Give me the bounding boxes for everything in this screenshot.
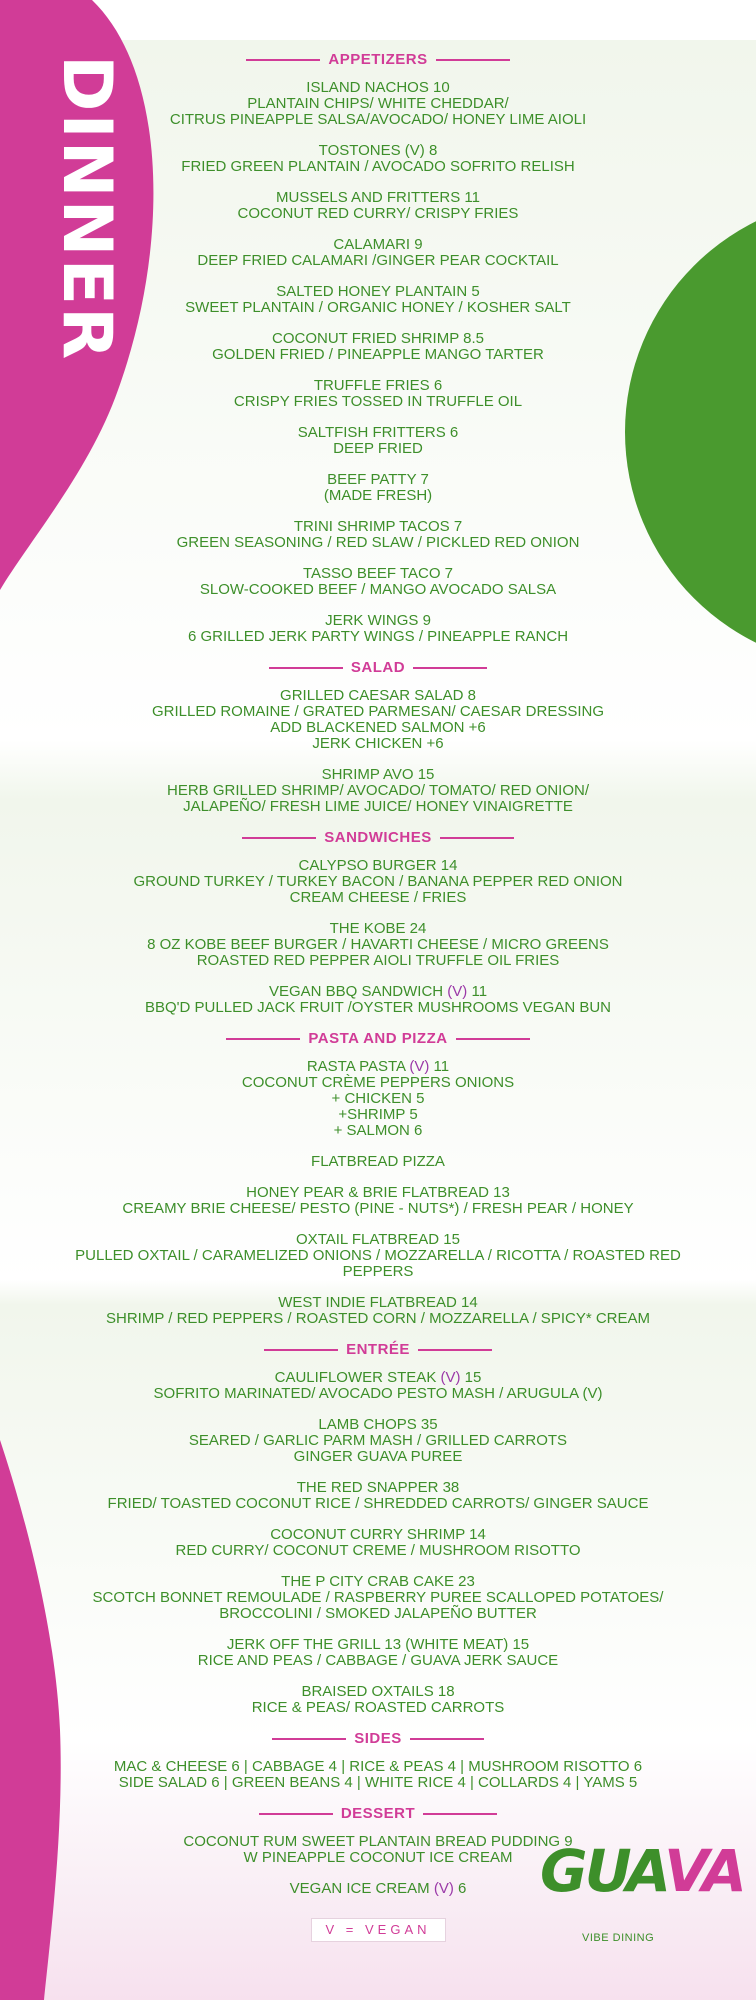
item-description: CREAMY BRIE CHEESE/ PESTO (PINE - NUTS*) / FRESH PEAR / HONEY (122, 1200, 634, 1217)
section-header (60, 1806, 696, 1822)
section-header (60, 1342, 696, 1358)
header-rule (440, 837, 514, 839)
menu-item (60, 1759, 696, 1791)
item-description: BBQ'D PULLED JACK FRUIT /OYSTER MUSHROOMS VEGAN BUN (145, 999, 611, 1016)
menu-item (60, 80, 696, 128)
item-name: OXTAIL FLATBREAD 15 (296, 1231, 460, 1248)
menu-item (60, 566, 696, 598)
item-description: FRIED GREEN PLANTAIN / AVOCADO SOFRITO RELISH (181, 158, 575, 175)
item-name: CALYPSO BURGER 14 (298, 857, 458, 874)
item-description: FRIED/ TOASTED COCONUT RICE / SHREDDED CARROTS/ GINGER SAUCE (107, 1495, 649, 1512)
item-name: SALTFISH FRITTERS 6 (297, 424, 459, 441)
header-rule (269, 667, 343, 669)
header-rule (410, 1738, 484, 1740)
logo-tagline: VIBE DINING (582, 1932, 655, 1944)
menu-section (60, 52, 696, 645)
item-description: SIDE SALAD 6 | GREEN BEANS 4 | WHITE RICE 4 | COLLARDS 4 | YAMS 5 (118, 1774, 638, 1791)
section-header (60, 1731, 696, 1747)
menu-item (60, 519, 696, 551)
item-name: COCONUT RUM SWEET PLANTAIN BREAD PUDDING 9 (183, 1833, 573, 1850)
item-description: RICE & PEAS/ ROASTED CARROTS (251, 1699, 505, 1716)
item-name: JERK OFF THE GRILL 13 (WHITE MEAT) 15 (226, 1636, 530, 1653)
menu-section (60, 1031, 696, 1327)
item-name: THE KOBE 24 (329, 920, 427, 937)
header-rule (436, 59, 510, 61)
item-name: RASTA PASTA (V) 11 (306, 1058, 450, 1075)
item-description: ROASTED RED PEPPER AIOLI TRUFFLE OIL FRIES (196, 952, 560, 969)
item-description: PEPPERS (342, 1263, 414, 1280)
item-name: MUSSELS AND FRITTERS 11 (276, 189, 480, 206)
menu-item (60, 1574, 696, 1622)
vegan-legend: V = VEGAN (311, 1918, 446, 1942)
item-name: JERK WINGS 9 (325, 612, 431, 629)
menu-item (60, 858, 696, 906)
menu-item (60, 1295, 696, 1327)
item-name: CALAMARI 9 (333, 236, 423, 253)
item-description: BROCCOLINI / SMOKED JALAPEÑO BUTTER (219, 1605, 537, 1622)
item-description: PULLED OXTAIL / CARAMELIZED ONIONS / MOZZARELLA / RICOTTA / ROASTED RED (75, 1247, 681, 1264)
menu-item (60, 378, 696, 410)
menu-item (60, 921, 696, 969)
header-rule (259, 1813, 333, 1815)
brand-logo (538, 1837, 744, 1944)
item-description: GROUND TURKEY / TURKEY BACON / BANANA PEPPER RED ONION (133, 873, 623, 890)
header-rule (242, 837, 316, 839)
menu-item (60, 984, 696, 1016)
header-rule (456, 1038, 530, 1040)
menu-item (60, 1527, 696, 1559)
item-description: SOFRITO MARINATED/ AVOCADO PESTO MASH / ARUGULA (V) (153, 1385, 603, 1402)
item-description: +SHRIMP 5 (338, 1106, 418, 1123)
item-name: COCONUT FRIED SHRIMP 8.5 (272, 330, 484, 347)
item-name: SALTED HONEY PLANTAIN 5 (276, 283, 480, 300)
item-description: HERB GRILLED SHRIMP/ AVOCADO/ TOMATO/ RED ONION/ (166, 782, 590, 799)
item-description: DEEP FRIED (333, 440, 423, 457)
item-name: FLATBREAD PIZZA (311, 1153, 445, 1170)
menu-item (60, 472, 696, 504)
header-rule (264, 1349, 338, 1351)
item-description: ADD BLACKENED SALMON +6 (270, 719, 486, 736)
item-description: 8 OZ KOBE BEEF BURGER / HAVARTI CHEESE / MICRO GREENS (147, 936, 609, 953)
menu-item (60, 425, 696, 457)
item-name: SHRIMP AVO 15 (321, 766, 435, 783)
item-description: DEEP FRIED CALAMARI /GINGER PEAR COCKTAIL (197, 252, 559, 269)
section-title: ENTRÉE (346, 1341, 410, 1358)
item-description: GINGER GUAVA PUREE (293, 1448, 463, 1465)
section-title: DESSERT (340, 1805, 416, 1822)
item-name: TRUFFLE FRIES 6 (313, 377, 443, 394)
item-name: HONEY PEAR & BRIE FLATBREAD 13 (246, 1184, 510, 1201)
menu-item (60, 1637, 696, 1669)
item-description: GRILLED ROMAINE / GRATED PARMESAN/ CAESAR DRESSING (151, 703, 605, 720)
item-description: COCONUT CRÈME PEPPERS ONIONS (241, 1074, 515, 1091)
item-name: TRINI SHRIMP TACOS 7 (293, 518, 463, 535)
menu-item (60, 1232, 696, 1280)
header-rule (246, 59, 320, 61)
page-title: DINNER (47, 55, 126, 362)
item-name: BRAISED OXTAILS 18 (301, 1683, 455, 1700)
item-name: LAMB CHOPS 35 (318, 1416, 438, 1433)
menu-item (60, 1154, 696, 1170)
item-description: + SALMON 6 (333, 1122, 423, 1139)
item-description: CRISPY FRIES TOSSED IN TRUFFLE OIL (233, 393, 523, 410)
menu-content (60, 52, 696, 1942)
section-title: SANDWICHES (324, 829, 432, 846)
menu-item (60, 1417, 696, 1465)
logo-wordmark: GUAVA (540, 1837, 744, 1905)
section-header (60, 830, 696, 846)
section-title: SIDES (354, 1730, 402, 1747)
header-rule (226, 1038, 300, 1040)
section-header (60, 52, 696, 68)
item-name: VEGAN ICE CREAM (V) 6 (289, 1880, 467, 1897)
item-description: CITRUS PINEAPPLE SALSA/AVOCADO/ HONEY LIME AIOLI (169, 111, 587, 128)
menu-section (60, 660, 696, 815)
item-description: PLANTAIN CHIPS/ WHITE CHEDDAR/ (247, 95, 509, 112)
item-name: CAULIFLOWER STEAK (V) 15 (274, 1369, 482, 1386)
item-description: + CHICKEN 5 (331, 1090, 425, 1107)
item-name: GRILLED CAESAR SALAD 8 (280, 687, 476, 704)
item-description: GREEN SEASONING / RED SLAW / PICKLED RED ONION (176, 534, 580, 551)
section-title: APPETIZERS (328, 51, 428, 68)
item-description: SEARED / GARLIC PARM MASH / GRILLED CARROTS (188, 1432, 568, 1449)
item-description: RED CURRY/ COCONUT CREME / MUSHROOM RISOTTO (175, 1542, 581, 1559)
item-description: GOLDEN FRIED / PINEAPPLE MANGO TARTER (212, 346, 544, 363)
item-description: JALAPEÑO/ FRESH LIME JUICE/ HONEY VINAIGRETTE (183, 798, 573, 815)
section-title: SALAD (350, 659, 406, 676)
section-header (60, 660, 696, 676)
menu-item (60, 237, 696, 269)
menu-item (60, 767, 696, 815)
menu-item (60, 1059, 696, 1139)
menu-item (60, 190, 696, 222)
item-name: TOSTONES (V) 8 (318, 142, 438, 159)
item-description: RICE AND PEAS / CABBAGE / GUAVA JERK SAUCE (197, 1652, 559, 1669)
section-title: PASTA AND PIZZA (308, 1030, 448, 1047)
item-name: MAC & CHEESE 6 | CABBAGE 4 | RICE & PEAS 4 | MUSHROOM RISOTTO 6 (113, 1758, 643, 1775)
item-description: (MADE FRESH) (323, 487, 433, 504)
item-description: SCOTCH BONNET REMOULADE / RASPBERRY PUREE SCALLOPED POTATOES/ (92, 1589, 664, 1606)
section-header (60, 1031, 696, 1047)
header-rule (272, 1738, 346, 1740)
item-name: THE RED SNAPPER 38 (296, 1479, 460, 1496)
header-rule (423, 1813, 497, 1815)
menu-item (60, 1185, 696, 1217)
item-description: COCONUT RED CURRY/ CRISPY FRIES (237, 205, 519, 222)
menu-item (60, 143, 696, 175)
item-description: SLOW-COOKED BEEF / MANGO AVOCADO SALSA (199, 581, 557, 598)
menu-section (60, 1731, 696, 1791)
menu-item (60, 1370, 696, 1402)
item-name: THE P CITY CRAB CAKE 23 (281, 1573, 475, 1590)
item-description: SWEET PLANTAIN / ORGANIC HONEY / KOSHER SALT (185, 299, 571, 316)
item-name: VEGAN BBQ SANDWICH (V) 11 (268, 983, 488, 1000)
bottom-pink-swoosh (0, 1440, 61, 2000)
header-rule (418, 1349, 492, 1351)
item-name: WEST INDIE FLATBREAD 14 (278, 1294, 478, 1311)
menu-item (60, 1480, 696, 1512)
item-name: TASSO BEEF TACO 7 (302, 565, 454, 582)
item-description: CREAM CHEESE / FRIES (289, 889, 467, 906)
menu-item (60, 1684, 696, 1716)
item-description: SHRIMP / RED PEPPERS / ROASTED CORN / MOZZARELLA / SPICY* CREAM (106, 1310, 650, 1327)
menu-section (60, 830, 696, 1016)
menu-item (60, 331, 696, 363)
item-description: JERK CHICKEN +6 (312, 735, 444, 752)
menu-item (60, 688, 696, 752)
item-name: ISLAND NACHOS 10 (306, 79, 450, 96)
menu-item (60, 613, 696, 645)
item-description: 6 GRILLED JERK PARTY WINGS / PINEAPPLE RANCH (187, 628, 569, 645)
header-rule (413, 667, 487, 669)
item-name: COCONUT CURRY SHRIMP 14 (270, 1526, 486, 1543)
item-description: W PINEAPPLE COCONUT ICE CREAM (243, 1849, 513, 1866)
item-name: BEEF PATTY 7 (327, 471, 429, 488)
menu-section (60, 1342, 696, 1716)
menu-item (60, 284, 696, 316)
